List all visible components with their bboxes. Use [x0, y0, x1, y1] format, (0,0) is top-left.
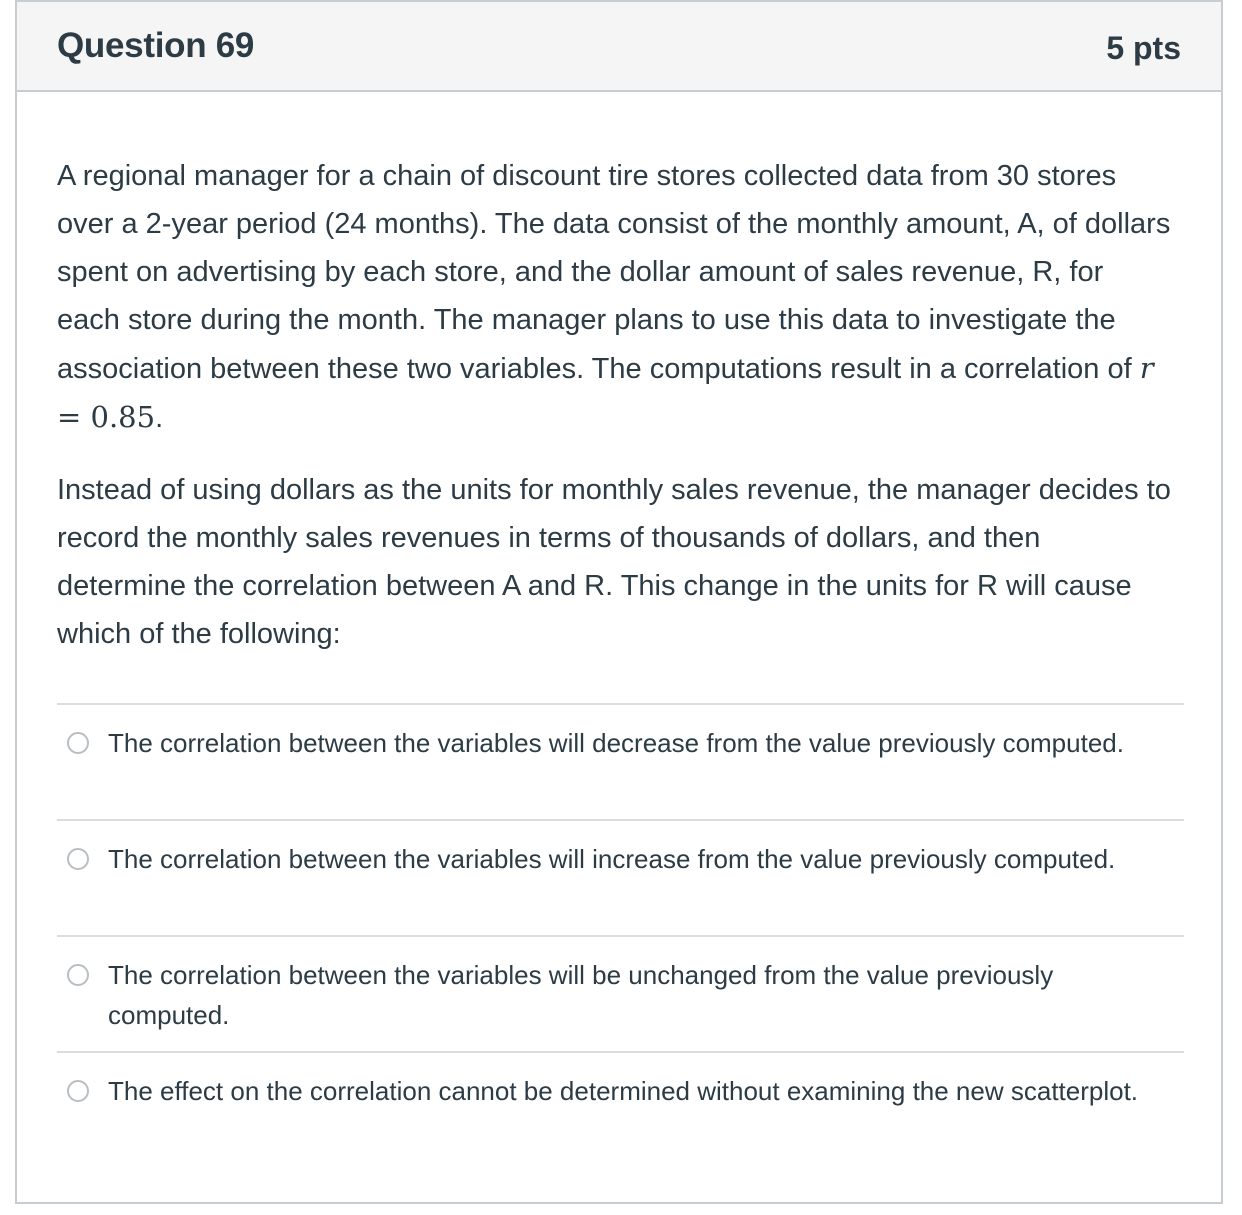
answer-option-1[interactable] — [57, 703, 1184, 819]
answer-label[interactable]: The effect on the correlation cannot be determined without examining the new scatterplot. — [108, 1076, 1139, 1106]
question-title: Question 69 — [57, 26, 255, 65]
question-paragraph-1-text: A regional manager for a chain of discount tire stores collected data from 30 stores over a 2-year period (24 months). The data consist of the monthly amount, A, of dollars spent on advertising by each store, and the dollar amount of sales revenue, R, for each store during the month. The manager plans to use this data to investigate the association between these two variables. The computations result in a correlation of — [57, 160, 1171, 385]
answer-option-3[interactable] — [57, 935, 1184, 1051]
answer-label[interactable]: The correlation between the variables will decrease from the value previously computed. — [108, 728, 1124, 758]
answer-list — [57, 703, 1184, 1167]
paragraph-1-end: . — [155, 402, 164, 434]
question-header — [17, 2, 1221, 92]
question-paragraph-2: Instead of using dollars as the units for monthly sales revenue, the manager decides to record the monthly sales revenues in terms of thousands of dollars, and then determine the correlation between A and R. This change in the units for R will cause which of the following: — [57, 474, 1171, 650]
radio-button[interactable] — [67, 848, 89, 870]
math-variable-r: r — [1139, 351, 1154, 385]
answer-option-2[interactable] — [57, 819, 1184, 935]
question-text — [57, 152, 1172, 682]
radio-button[interactable] — [67, 732, 89, 754]
radio-button[interactable] — [67, 1080, 89, 1102]
question-card — [15, 0, 1223, 1204]
question-points: 5 pts — [1106, 30, 1181, 66]
answer-label[interactable]: The correlation between the variables will increase from the value previously computed. — [108, 844, 1116, 874]
answer-label[interactable]: The correlation between the variables will be unchanged from the value previously computed. — [108, 960, 1054, 1030]
radio-button[interactable] — [67, 964, 89, 986]
answer-option-4[interactable] — [57, 1051, 1184, 1167]
question-paragraph-1 — [57, 152, 1172, 442]
math-value: = 0.85 — [57, 400, 156, 434]
